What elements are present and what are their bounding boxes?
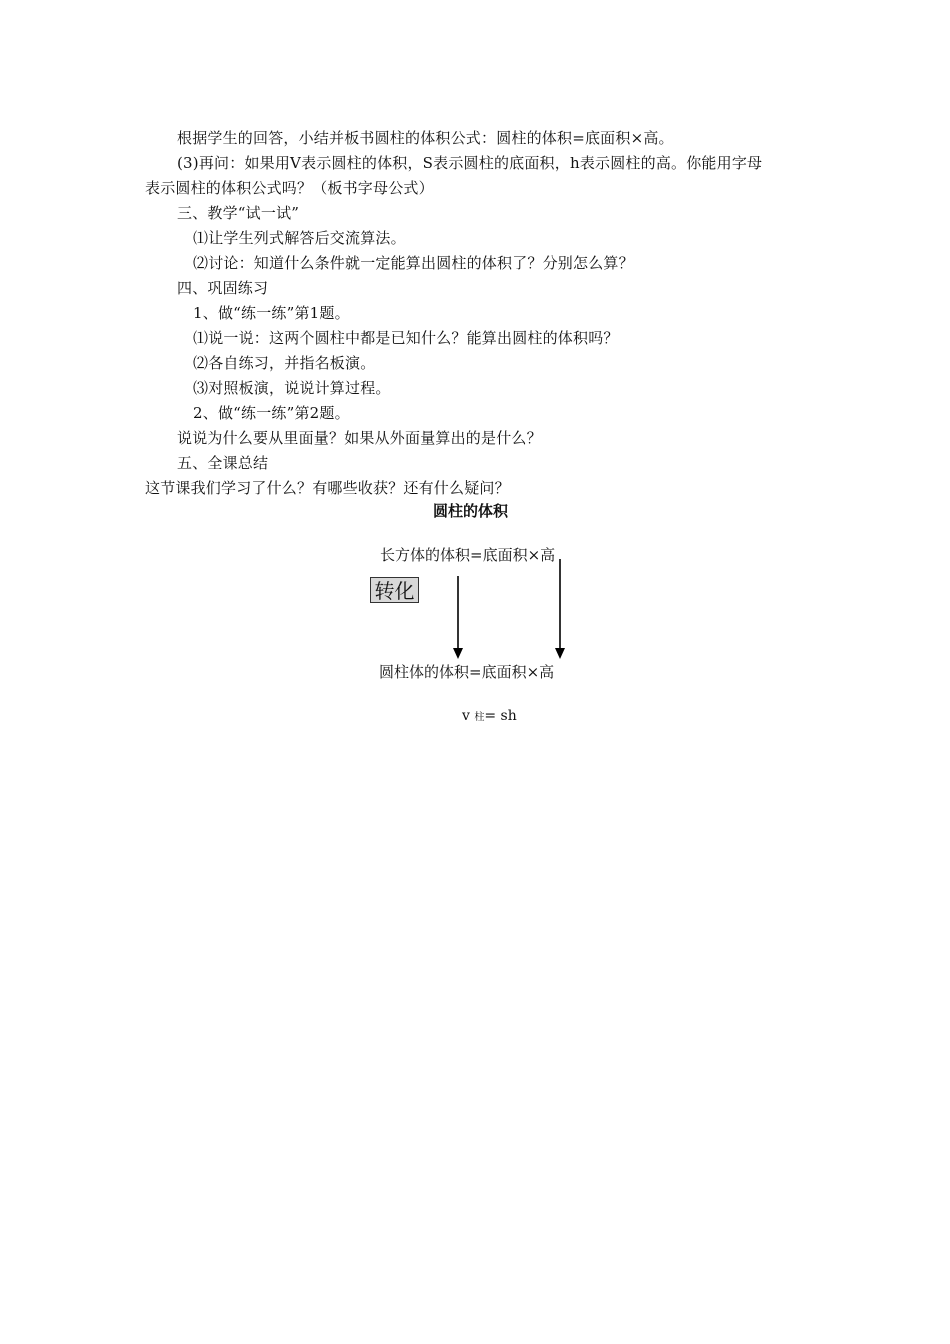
letter-formula-rest: = sh bbox=[484, 708, 517, 724]
cuboid-formula: 长方体的体积=底面积×高 bbox=[380, 546, 556, 564]
paragraph-question-3-cont: 表示圆柱的体积公式吗？（板书字母公式） bbox=[145, 179, 434, 197]
list-item: 2、做“练一练”第2题。 bbox=[193, 404, 350, 422]
arrow-base-area-head bbox=[453, 648, 463, 659]
list-item: 1、做“练一练”第1题。 bbox=[193, 304, 350, 322]
section-heading-3: 三、教学“试一试” bbox=[177, 204, 300, 222]
section-heading-4: 四、巩固练习 bbox=[177, 279, 269, 297]
paragraph-question: 说说为什么要从里面量？如果从外面量算出的是什么？ bbox=[177, 429, 542, 447]
list-item: ⑵讨论：知道什么条件就一定能算出圆柱的体积了？分别怎么算？ bbox=[193, 254, 634, 272]
letter-formula bbox=[462, 706, 517, 728]
paragraph-summary-question: 这节课我们学习了什么？有哪些收获？还有什么疑问？ bbox=[145, 479, 510, 497]
list-item: ⑴说一说：这两个圆柱中都是已知什么？能算出圆柱的体积吗？ bbox=[193, 329, 619, 347]
letter-formula-subscript: 柱 bbox=[474, 712, 485, 723]
list-item: ⑶对照板演，说说计算过程。 bbox=[193, 379, 391, 397]
convert-label: 转化 bbox=[370, 577, 419, 603]
list-item: ⑴让学生列式解答后交流算法。 bbox=[193, 229, 406, 247]
list-item: ⑵各自练习，并指名板演。 bbox=[193, 354, 376, 372]
letter-formula-v: v bbox=[462, 708, 470, 724]
paragraph-summary: 根据学生的回答，小结并板书圆柱的体积公式：圆柱的体积=底面积×高。 bbox=[177, 129, 674, 147]
arrow-height-head bbox=[555, 648, 565, 659]
paragraph-question-3: (3)再问：如果用V表示圆柱的体积，S表示圆柱的底面积，h表示圆柱的高。你能用字母 bbox=[177, 154, 763, 172]
cylinder-formula: 圆柱体的体积=底面积×高 bbox=[379, 663, 555, 681]
board-title: 圆柱的体积 bbox=[433, 502, 509, 520]
section-heading-5: 五、全课总结 bbox=[177, 454, 269, 472]
